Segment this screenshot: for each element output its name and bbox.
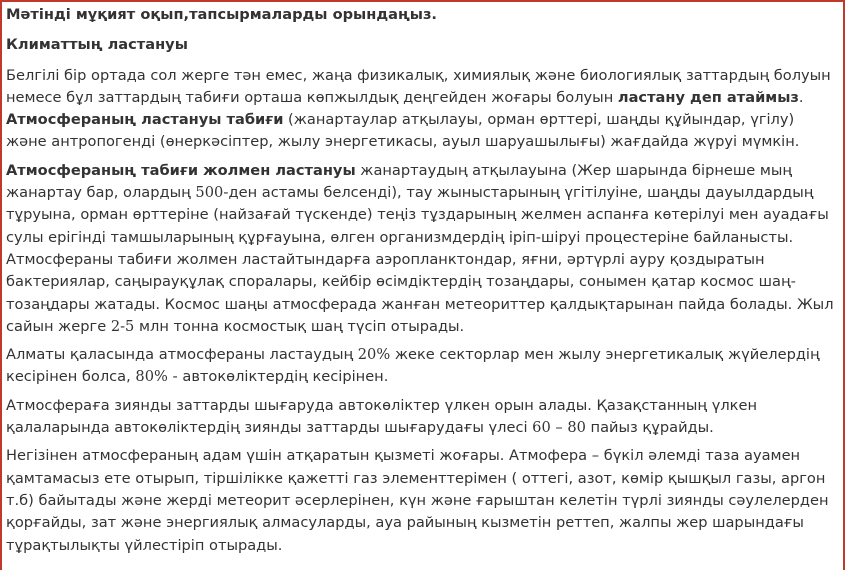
paragraph-definition <box>6 65 837 154</box>
paragraph-natural-pollution <box>6 160 837 338</box>
paragraph-almaty <box>6 344 837 389</box>
text-span: Белгілі бір ортада сол жерге тән емес, жаңа физикалық, химиялық және биологиялық заттардың болуын немесе бұл заттардың табиғи орташа көпжылдық деңгейден жоғары болуын <box>6 66 831 106</box>
text-span: жеке секторлар мен жылу энергетикалық жүйелердің кесірінен болса, <box>6 346 820 386</box>
text-span: . <box>798 88 804 106</box>
paragraph-atmosphere-role <box>6 445 837 556</box>
text-span: пайыз құрайды. <box>585 419 714 437</box>
text-span: -ден астамы белсенді), тау жыныстарының үгітілуіне, шаңды дауылдардың тұруына, орман өрттеріне (найзағай түскенде) теңіз тұздарының желмен аспанға көтерілуі мен ауадағы сулы ерігінді тамшыларының құрғауына, өлген организмдердің іріп-шіруі процестеріне байланысты. Атмосфераны табиғи жолмен ластайтындарға аэропланктондар, яғни, әртүрлі ауру қоздыратын бактериялар, саңырауқұлақ споралары, кейбір өсімдіктердің тозаңдары, сонымен қатар космос шаң-тозаңдары жатады. Космос шаңы атмосферада жанған метеориттер қалдықтарынан пайда болады. Жыл сайын жерге <box>6 184 834 335</box>
number-value: 2-5 <box>110 317 135 335</box>
text-span: жанартаудың атқылауына (Жер шарында бірнеше мың жанартау бар, олардың <box>6 161 793 202</box>
text-span: (жанартаулар атқылауы, орман өрттері, шаңды құйындар, үгілу) және антропогенді (өнеркәсіптер, жылу энергетикасы, ауыл шаруашылығы) жағдайда жүруі мүмкін. <box>6 111 800 151</box>
text-span: Алматы қаласында атмосфераны ластаудың <box>6 346 358 364</box>
text-span: - автокөліктердің кесірінен. <box>167 368 389 386</box>
number-value: 500 <box>195 184 224 202</box>
text-span: Негізінен атмосфераның адам үшін атқаратын қызметі жоғары. Атмофера – бүкіл әлемді таза ауамен қамтамасыз ете отырып, тіршілікке қажетті газ элементтерімен ( оттегі, азот, көмір қышқыл газы, аргон т.б) байытады және жерді метеорит әсерлерінен, күн және ғарыштан келетін түрлі зиянды сәулелерден қорғайды, зат және энергиялық алмасуларды, ауа райының кызметін реттеп, жалпы жер шарындағы тұрақтылықты үйлестіріп отырады. <box>6 447 829 554</box>
bold-term: Атмосфераның ластануы табиғи <box>6 111 284 129</box>
number-value: 20% <box>357 346 391 364</box>
number-value: 60 – 80 <box>532 419 586 437</box>
paragraph-vehicles <box>6 395 837 440</box>
bold-term: ластану деп атаймыз <box>617 88 799 106</box>
task-heading: Мәтінді мұқият оқып,тапсырмаларды орындаңыз. <box>6 6 437 23</box>
number-value: 80% <box>135 368 168 386</box>
text-span: Атмосфераға зиянды заттарды шығаруда автокөліктер үлкен орын алады. Қазақстанның үлкен қалаларында автокөліктердің зиянды заттарды шығарудағы үлесі <box>6 396 758 437</box>
text-span: млн тонна космостық шаң түсіп отырады. <box>134 317 465 335</box>
article-title: Климаттың ластануы <box>6 36 188 54</box>
bold-term: Атмосфераның табиғи жолмен ластануы <box>6 161 356 179</box>
